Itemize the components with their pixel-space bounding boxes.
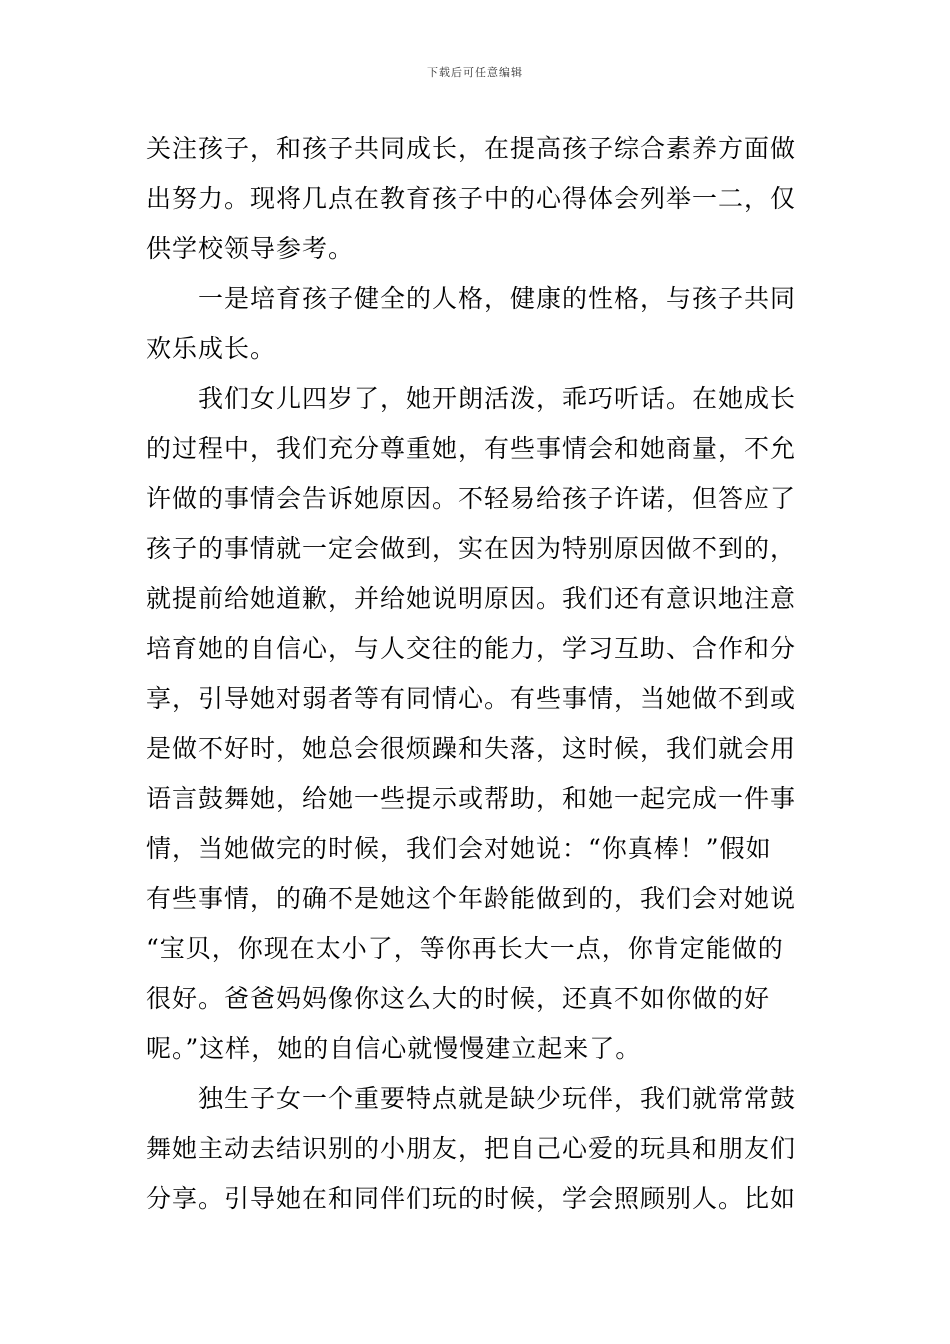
- text-line: 许做的事情会告诉她原因。不轻易给孩子许诺，但答应了: [146, 484, 797, 513]
- paragraph-3: [146, 374, 808, 1074]
- text-line: 很好。爸爸妈妈像你这么大的时候，还真不如你做的好: [146, 984, 771, 1013]
- text-line: 一是培育孩子健全的人格，健康的性格，与孩子共同: [198, 284, 797, 313]
- text-line: 情，当她做完的时候，我们会对她说：“你真棒！”假如: [146, 834, 772, 863]
- text-line: 是做不好时，她总会很烦躁和失落，这时候，我们就会用: [146, 734, 797, 763]
- paragraph-2: [146, 274, 808, 374]
- text-line: 出努力。现将几点在教育孩子中的心得体会列举一二，仅: [146, 184, 797, 213]
- text-line: 我们女儿四岁了，她开朗活泼，乖巧听话。在她成长: [198, 384, 797, 413]
- text-line: 就提前给她道歉，并给她说明原因。我们还有意识地注意: [146, 584, 797, 613]
- text-line: 独生子女一个重要特点就是缺少玩伴，我们就常常鼓: [198, 1084, 797, 1113]
- text-line: 关注孩子，和孩子共同成长，在提高孩子综合素养方面做: [146, 134, 797, 163]
- text-line: 孩子的事情就一定会做到，实在因为特别原因做不到的，: [146, 534, 797, 563]
- text-line: 分享。引导她在和同伴们玩的时候，学会照顾别人。比如: [146, 1184, 797, 1213]
- text-line: 享，引导她对弱者等有同情心。有些事情，当她做不到或: [146, 684, 797, 713]
- text-line: 供学校领导参考。: [146, 234, 355, 263]
- paragraph-4: [146, 1074, 808, 1224]
- document-body: [146, 124, 808, 1224]
- text-line: 欢乐成长。: [146, 334, 277, 363]
- text-line: 的过程中，我们充分尊重她，有些事情会和她商量，不允: [146, 434, 797, 463]
- paragraph-1: [146, 124, 808, 274]
- text-line: 舞她主动去结识别的小朋友，把自己心爱的玩具和朋友们: [146, 1134, 797, 1163]
- text-line: 语言鼓舞她，给她一些提示或帮助，和她一起完成一件事: [146, 784, 797, 813]
- text-line: “宝贝，你现在太小了，等你再长大一点，你肯定能做的: [146, 934, 784, 963]
- page-header: 下载后可任意编辑: [427, 66, 523, 79]
- text-line: 呢。”这样，她的自信心就慢慢建立起来了。: [146, 1034, 642, 1063]
- text-line: 培育她的自信心，与人交往的能力，学习互助、合作和分: [146, 634, 797, 663]
- text-line: 有些事情，的确不是她这个年龄能做到的，我们会对她说: [146, 884, 797, 913]
